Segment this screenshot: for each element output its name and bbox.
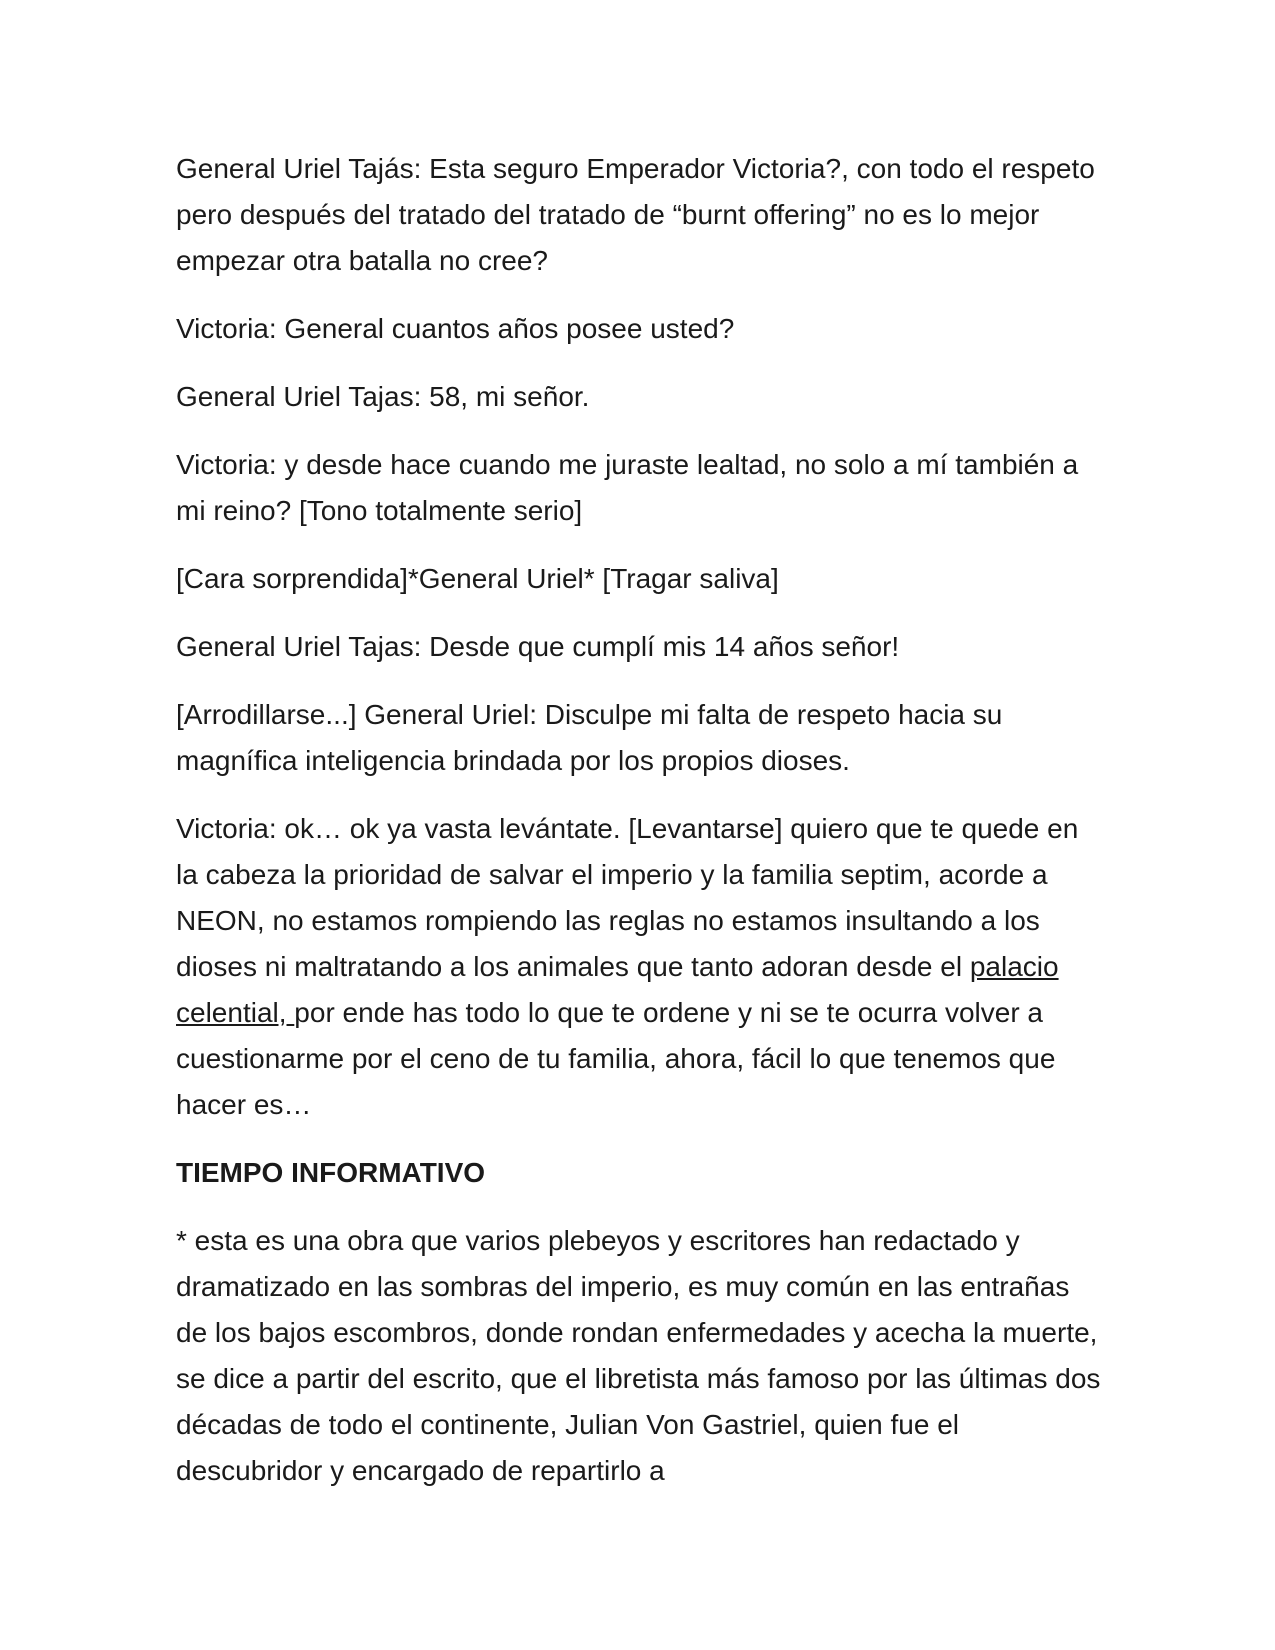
paragraph-text-after-link: por ende has todo lo que te ordene y ni se te ocurra volver a cuestionarme por el ceno de tu familia, ahora, fácil lo que tenemos que hacer es… — [176, 997, 1056, 1120]
dialogue-paragraph-1: General Uriel Tajás: Esta seguro Emperador Victoria?, con todo el respeto pero después del tratado del tratado de “burnt offering” no es lo mejor empezar otra batalla no cree? — [176, 153, 1095, 276]
paragraph-text-before-link: Victoria: ok… ok ya vasta levántate. [Levantarse] quiero que te quede en la cabeza la prioridad de salvar el imperio y la familia septim, acorde a NEON, no estamos rompiendo las reglas no estamos insultando a los dioses ni maltratando a los animales que tanto adoran desde el — [176, 813, 1079, 982]
dialogue-paragraph-4: Victoria: y desde hace cuando me juraste lealtad, no solo a mí también a mi reino? [Tono totalmente serio] — [176, 449, 1079, 526]
dialogue-paragraph-7: [Arrodillarse...] General Uriel: Disculpe mi falta de respeto hacia su magnífica inteligencia brindada por los propios dioses. — [176, 699, 1003, 776]
stage-direction-paragraph: [Cara sorprendida]*General Uriel* [Tragar saliva] — [176, 563, 779, 594]
dialogue-paragraph-2: Victoria: General cuantos años posee usted? — [176, 313, 735, 344]
dialogue-paragraph-3: General Uriel Tajas: 58, mi señor. — [176, 381, 590, 412]
underlined-text-palacio: palacio celential, — [176, 951, 1059, 1028]
dialogue-paragraph-6: General Uriel Tajas: Desde que cumplí mis 14 años señor! — [176, 631, 900, 662]
informative-paragraph: * esta es una obra que varios plebeyos y escritores han redactado y dramatizado en las sombras del imperio, es muy común en las entrañas de los bajos escombros, donde rondan enfermedades y acecha la muerte, se dice a partir del escrito, que el libretista más famoso por las últimas dos décadas de todo el continente, Julian Von Gastriel, quien fue el descubridor y encargado de repartirlo a — [176, 1225, 1101, 1486]
document-body — [176, 146, 1106, 1516]
section-heading: TIEMPO INFORMATIVO — [176, 1157, 486, 1188]
dialogue-paragraph-8 — [176, 806, 1106, 1128]
